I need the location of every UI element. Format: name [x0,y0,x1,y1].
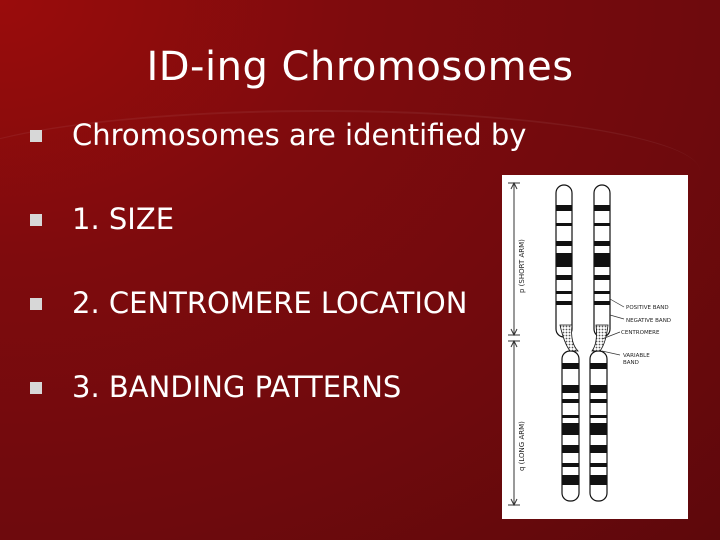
bullet-text: 2. CENTROMERE LOCATION [72,286,468,320]
variable-band-label: VARIABLE [623,353,650,359]
bullet-square-icon [30,214,42,226]
centromere-label: CENTROMERE [621,330,660,336]
variable-band-label-2: BAND [623,360,639,366]
bullet-square-icon [30,382,42,394]
long-arm-label: q (LONG ARM) [518,421,526,471]
positive-band-label: POSITIVE BAND [626,305,669,311]
left-chromatid [556,185,579,501]
chromosome-diagram [502,175,688,519]
bullet-square-icon [30,298,42,310]
short-arm-label: p (SHORT ARM) [518,239,526,293]
bullet-square-icon [30,130,42,142]
bullet-text: 1. SIZE [72,202,175,236]
bullet-text: 3. BANDING PATTERNS [72,370,402,404]
bullet-text: Chromosomes are identified by [72,118,527,152]
right-chromatid [590,185,610,501]
slide-title: ID-ing Chromosomes [146,44,574,90]
negative-band-label: NEGATIVE BAND [626,318,672,324]
